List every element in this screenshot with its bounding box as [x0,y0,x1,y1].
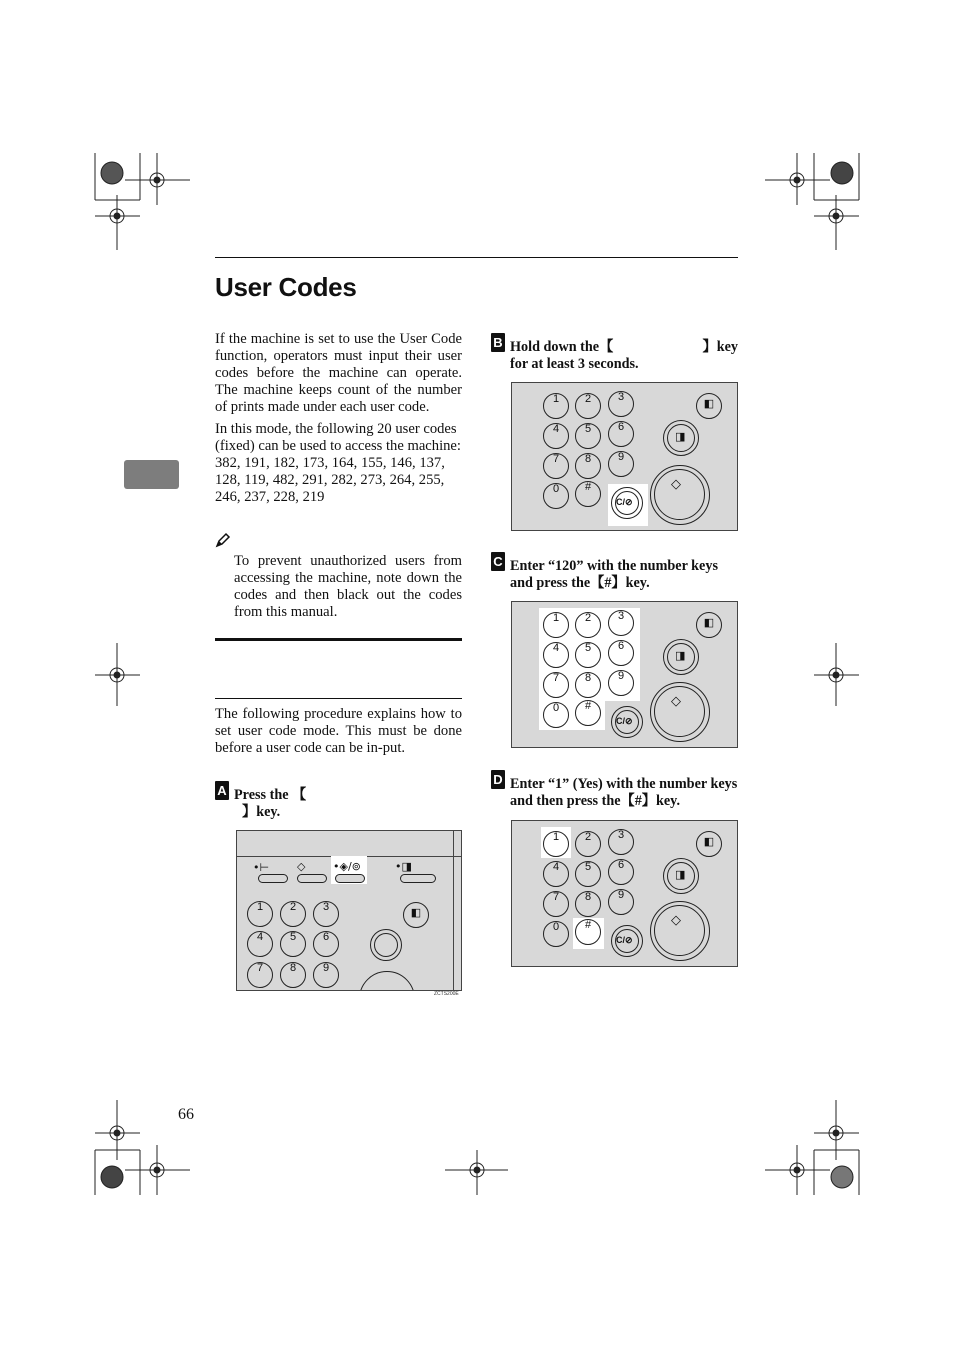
program-key[interactable] [400,874,436,883]
pencil-icon [215,532,231,548]
key-4[interactable]: 4 [543,861,569,887]
key-5[interactable]: 5 [575,423,601,449]
key-9[interactable]: 9 [608,451,634,477]
step-2-text-b: for at least 3 seconds. [510,356,639,372]
header-rule [215,257,738,258]
key-0[interactable]: 0 [543,483,569,509]
key-8[interactable]: 8 [280,962,306,988]
key-6[interactable]: 6 [313,931,339,957]
original-type-key[interactable]: ◧ [696,831,722,857]
clear-stop-key[interactable]: C/⊘ [611,487,643,519]
key-0[interactable]: 0 [543,702,569,728]
step-2-text-b-key: 】key [702,339,738,355]
key-1[interactable]: 1 [247,901,273,927]
key-hash[interactable]: # [575,481,601,507]
key-0[interactable]: 0 [543,921,569,947]
panel-1-right-bezel [453,831,454,990]
key-5[interactable]: 5 [575,861,601,887]
energy-saver-key[interactable] [297,874,327,883]
clear-stop-key[interactable]: C/⊘ [611,925,643,957]
panel-step-4 [511,820,738,967]
figure-code: ZCTS200E [434,991,459,997]
step-2-text-a: Hold down the【 [510,339,614,355]
key-7[interactable]: 7 [543,891,569,917]
key-1[interactable]: 1 [543,831,569,857]
procedure-text: The following procedure explains how to set user code mode. This must be done before a user code can be in-put. [215,706,462,756]
key-2[interactable]: 2 [575,612,601,638]
proof-key[interactable]: ◨ [663,639,699,675]
original-type-key[interactable]: ◧ [696,393,722,419]
step-2-text [510,339,738,373]
key-1[interactable]: 1 [543,612,569,638]
interrupt-indicator-icon: •⊢ [253,861,270,874]
interrupt-key[interactable] [258,874,288,883]
proof-key[interactable]: ◨ [663,858,699,894]
original-type-key[interactable]: ◧ [403,902,429,928]
key-2[interactable]: 2 [575,831,601,857]
intro-paragraph-1: If the machine is set to use the User Code function, operators must input their user codes before the machine can operate. The machine keeps count of the number of prints made under each user code. [215,331,462,415]
step-1-number: A [215,781,229,800]
key-8[interactable]: 8 [575,672,601,698]
key-hash[interactable]: # [575,919,601,945]
user-code-indicator-icon: •◈/⊚ [333,860,361,873]
key-7[interactable]: 7 [543,453,569,479]
section-rule-thin [215,698,462,699]
original-type-key[interactable]: ◧ [696,612,722,638]
key-8[interactable]: 8 [575,453,601,479]
key-6[interactable]: 6 [608,421,634,447]
key-4[interactable]: 4 [247,931,273,957]
key-5[interactable]: 5 [280,931,306,957]
key-4[interactable]: 4 [543,642,569,668]
key-9[interactable]: 9 [608,670,634,696]
start-key[interactable]: ◇ [650,682,710,742]
chapter-tab [124,460,179,489]
step-4-text: Enter “1” (Yes) with the number keys and then press the【#】key. [510,776,738,809]
energy-saver-indicator-icon: ◇ [297,860,306,873]
step-4-number: D [491,770,505,789]
key-1[interactable]: 1 [543,393,569,419]
key-2[interactable]: 2 [575,393,601,419]
step-1-text [234,787,462,821]
page-title: User Codes [215,272,357,302]
step-1-text-a: Press the 【 [234,787,307,803]
key-6[interactable]: 6 [608,859,634,885]
start-key-partial[interactable] [359,971,415,991]
key-5[interactable]: 5 [575,642,601,668]
key-9[interactable]: 9 [313,962,339,988]
section-rule-thick [215,638,462,641]
panel-step-1 [236,830,462,991]
key-3[interactable]: 3 [608,610,634,636]
step-3-text: Enter “120” with the number keys and press the【#】key. [510,558,718,591]
key-3[interactable]: 3 [608,829,634,855]
key-3[interactable]: 3 [313,901,339,927]
intro-text [215,331,462,511]
panel-step-2 [511,382,738,531]
step-1-text-b: 】key. [242,804,281,820]
start-key[interactable]: ◇ [650,901,710,961]
intro-paragraph-2: In this mode, the following 20 user codes (fixed) can be used to access the machine: 382, 191, 182, 173, 164, 155, 146, 137, 128, 119, 482, 291, 282, 273, 264, 255, 246, 237, 228, 219 [215,421,461,505]
note-text: To prevent unauthorized users from accessing the machine, note down the codes and then black out the codes from this manual. [234,553,462,620]
clear-stop-key[interactable]: C/⊘ [611,706,643,738]
step-3-number: C [491,552,505,571]
proof-key[interactable]: ◨ [663,420,699,456]
user-code-key[interactable] [335,874,365,883]
panel-step-3 [511,601,738,748]
key-2[interactable]: 2 [280,901,306,927]
proof-key[interactable] [370,929,402,961]
key-4[interactable]: 4 [543,423,569,449]
key-9[interactable]: 9 [608,889,634,915]
step-2-number: B [491,333,505,352]
key-6[interactable]: 6 [608,640,634,666]
key-7[interactable]: 7 [247,962,273,988]
program-indicator-icon: •◨ [395,860,412,873]
page-number: 66 [178,1106,194,1123]
key-7[interactable]: 7 [543,672,569,698]
key-hash[interactable]: # [575,700,601,726]
start-key[interactable]: ◇ [650,465,710,525]
key-8[interactable]: 8 [575,891,601,917]
key-3[interactable]: 3 [608,391,634,417]
